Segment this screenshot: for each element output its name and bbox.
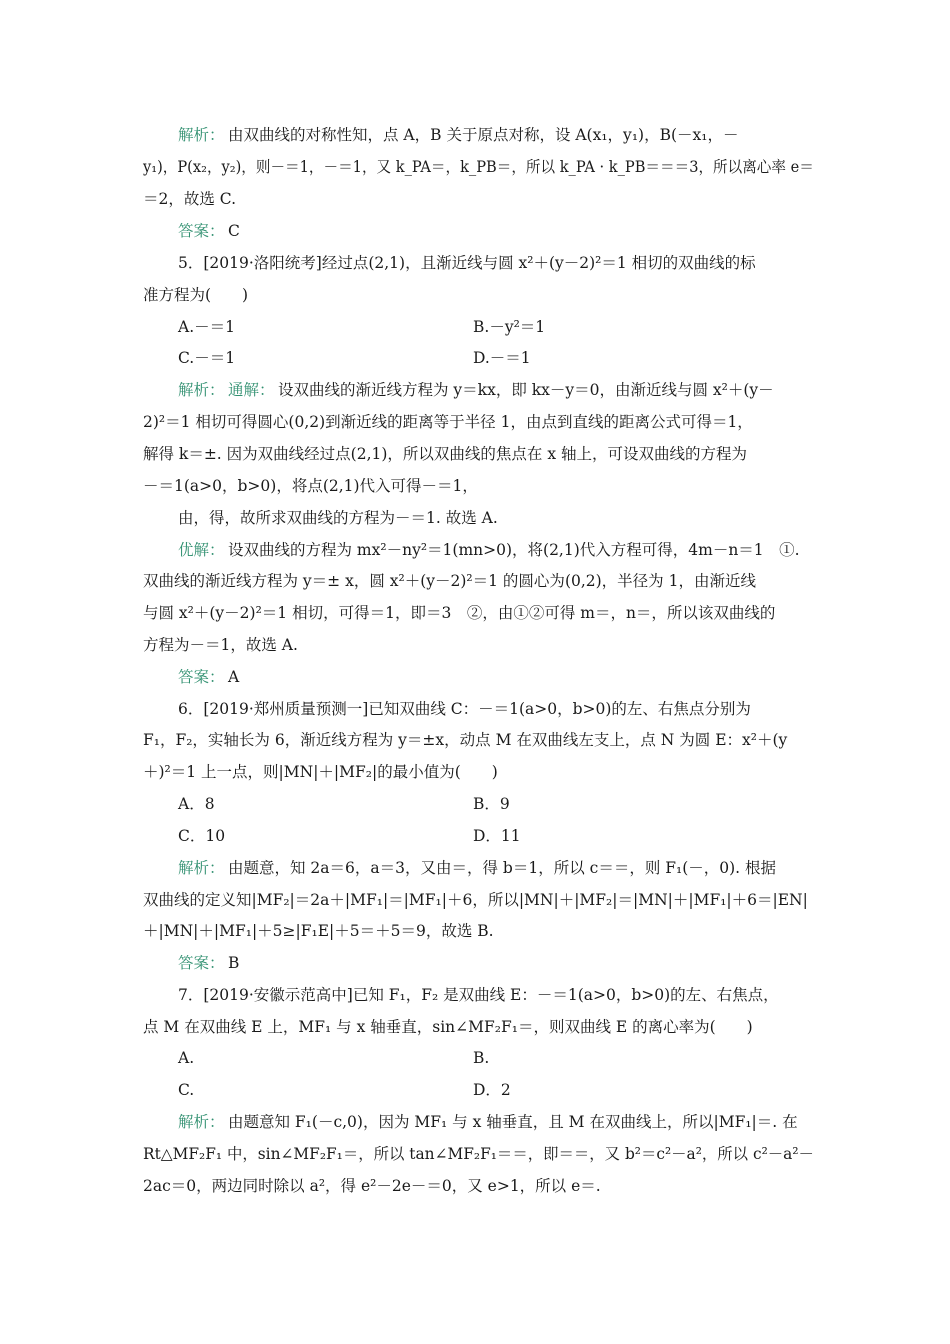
q7-solution-line-2	[0, 1139, 950, 1169]
solution-text: 由题意，知 2a＝6，a＝3，又由＝，得 b＝1，所以 c＝＝，则 F₁(－，0). 根据	[228, 859, 777, 877]
solution-text: ＋|MN|＋|MF₁|＋5≥|F₁E|＋5＝＋5＝9，故选 B.	[143, 922, 494, 940]
solution-label: 解析：	[178, 126, 225, 144]
option-b: B．9	[473, 795, 510, 813]
solution-text: 由双曲线的对称性知，点 A，B 关于原点对称，设 A(x₁，y₁)，B(－x₁，－	[228, 126, 739, 144]
question-text: 准方程为( )	[143, 286, 249, 304]
solution-text: 2ac＝0，两边同时除以 a²，得 e²－2e－＝0，又 e>1，所以 e＝.	[143, 1177, 601, 1195]
solution-text: 由，得，故所求双曲线的方程为－＝1. 故选 A.	[178, 509, 498, 527]
answer-value: A	[228, 668, 240, 686]
solution-label: 解析：	[178, 381, 225, 399]
solution-text: 双曲线的定义知|MF₂|＝2a＋|MF₁|＝|MF₁|＋6，所以|MN|＋|MF₂|＝|MN|＋|MF₁|＋6＝|EN|	[143, 891, 808, 909]
q7-stem-line-1	[0, 980, 950, 1010]
solution-text: 与圆 x²＋(y－2)²＝1 相切，可得＝1，即＝3 ②，由①②可得 m＝，n＝，所以该双曲线的	[143, 604, 776, 622]
answer-label: 答案：	[178, 222, 225, 240]
question-text: 点 M 在双曲线 E 上，MF₁ 与 x 轴垂直，sin∠MF₂F₁＝，则双曲线 E 的离心率为( )	[143, 1018, 753, 1036]
q7-options-row-1	[0, 1043, 950, 1073]
option-a: A．8	[178, 795, 215, 813]
answer-value: B	[228, 954, 240, 972]
solution-text: 设双曲线的渐近线方程为 y＝kx，即 kx－y＝0，由渐近线与圆 x²＋(y－	[278, 381, 774, 399]
question-text: F₁，F₂，实轴长为 6，渐近线方程为 y＝±x，动点 M 在双曲线左支上，点 N 为圆 E：x²＋(y	[143, 731, 788, 749]
q6-answer	[0, 948, 950, 978]
q6-solution-line-2	[0, 885, 950, 915]
solution-text: 双曲线的渐近线方程为 y＝± x，圆 x²＋(y－2)²＝1 的圆心为(0,2)，半径为 1，由渐近线	[143, 572, 756, 590]
question-text: 5．[2019·洛阳统考]经过点(2,1)，且渐近线与圆 x²＋(y－2)²＝1 相切的双曲线的标	[178, 254, 756, 272]
solution-text: 2)²＝1 相切可得圆心(0,2)到渐近线的距离等于半径 1，由点到直线的距离公式可得＝1，	[143, 413, 753, 431]
q5-stem-line-1	[0, 248, 950, 278]
q4-answer	[0, 216, 950, 246]
q5-options-row-1	[0, 312, 950, 342]
solution-text: y₁)，P(x₂，y₂)，则－＝1，－＝1，又 k_PA＝，k_PB＝，所以 k_PA · k_PB＝＝＝3，所以离心率 e＝	[143, 158, 814, 176]
option-a: A.	[178, 1049, 195, 1067]
q5-answer	[0, 662, 950, 692]
option-c: C.	[178, 1081, 195, 1099]
q7-options-row-2	[0, 1075, 950, 1105]
q6-stem-line-3	[0, 757, 950, 787]
option-c: C．10	[178, 827, 226, 845]
q5-general-solution-line-5	[0, 503, 950, 533]
q5-general-solution-line-2	[0, 407, 950, 437]
solution-text: 方程为－＝1，故选 A.	[143, 636, 298, 654]
answer-label: 答案：	[178, 954, 225, 972]
q6-stem-line-1	[0, 694, 950, 724]
option-d: D．2	[473, 1081, 511, 1099]
q5-general-solution-line-1	[0, 375, 950, 405]
option-c: C.－＝1	[178, 349, 236, 367]
q6-options-row-1	[0, 789, 950, 819]
question-text: 6．[2019·郑州质量预测一]已知双曲线 C：－＝1(a>0，b>0)的左、右焦点分别为	[178, 700, 751, 718]
q6-solution-line-1	[0, 853, 950, 883]
question-text: 7．[2019·安徽示范高中]已知 F₁，F₂ 是双曲线 E：－＝1(a>0，b>0)的左、右焦点，	[178, 986, 779, 1004]
q7-solution-line-3	[0, 1171, 950, 1201]
q4-solution-line-2	[0, 152, 950, 182]
best-method-label: 优解：	[178, 541, 225, 559]
q4-solution-line-1	[0, 120, 950, 150]
q4-solution-line-3	[0, 184, 950, 214]
option-b: B.	[473, 1049, 490, 1067]
answer-value: C	[228, 222, 240, 240]
q7-solution-line-1	[0, 1107, 950, 1137]
q5-options-row-2	[0, 343, 950, 373]
q7-stem-line-2	[0, 1012, 950, 1042]
q5-best-solution-line-1	[0, 535, 950, 565]
solution-label: 解析：	[178, 859, 225, 877]
option-d: D.－＝1	[473, 349, 531, 367]
option-d: D．11	[473, 827, 521, 845]
general-method-label: 通解：	[228, 381, 275, 399]
q5-best-solution-line-4	[0, 630, 950, 660]
option-a: A.－＝1	[178, 318, 235, 336]
q6-options-row-2	[0, 821, 950, 851]
solution-label: 解析：	[178, 1113, 225, 1131]
solution-text: 由题意知 F₁(－c,0)，因为 MF₁ 与 x 轴垂直，且 M 在双曲线上，所以|MF₁|＝. 在	[228, 1113, 798, 1131]
q6-stem-line-2	[0, 725, 950, 755]
solution-text: ＝2，故选 C.	[143, 190, 237, 208]
question-text: ＋)²＝1 上一点，则|MN|＋|MF₂|的最小值为( )	[143, 763, 498, 781]
q5-stem-line-2	[0, 280, 950, 310]
answer-label: 答案：	[178, 668, 225, 686]
q5-best-solution-line-3	[0, 598, 950, 628]
solution-text: 设双曲线的方程为 mx²－ny²＝1(mn>0)，将(2,1)代入方程可得，4m－n＝1 ①.	[228, 541, 800, 559]
q6-solution-line-3	[0, 916, 950, 946]
q5-general-solution-line-4	[0, 471, 950, 501]
solution-text: －＝1(a>0，b>0)，将点(2,1)代入可得－＝1，	[143, 477, 478, 495]
q5-general-solution-line-3	[0, 439, 950, 469]
solution-text: 解得 k＝±. 因为双曲线经过点(2,1)，所以双曲线的焦点在 x 轴上，可设双曲线的方程为	[143, 445, 748, 463]
q5-best-solution-line-2	[0, 566, 950, 596]
option-b: B.－y²＝1	[473, 318, 546, 336]
solution-text: Rt△MF₂F₁ 中，sin∠MF₂F₁＝，所以 tan∠MF₂F₁＝＝，即＝＝，又 b²＝c²－a²，所以 c²－a²－	[143, 1145, 814, 1163]
